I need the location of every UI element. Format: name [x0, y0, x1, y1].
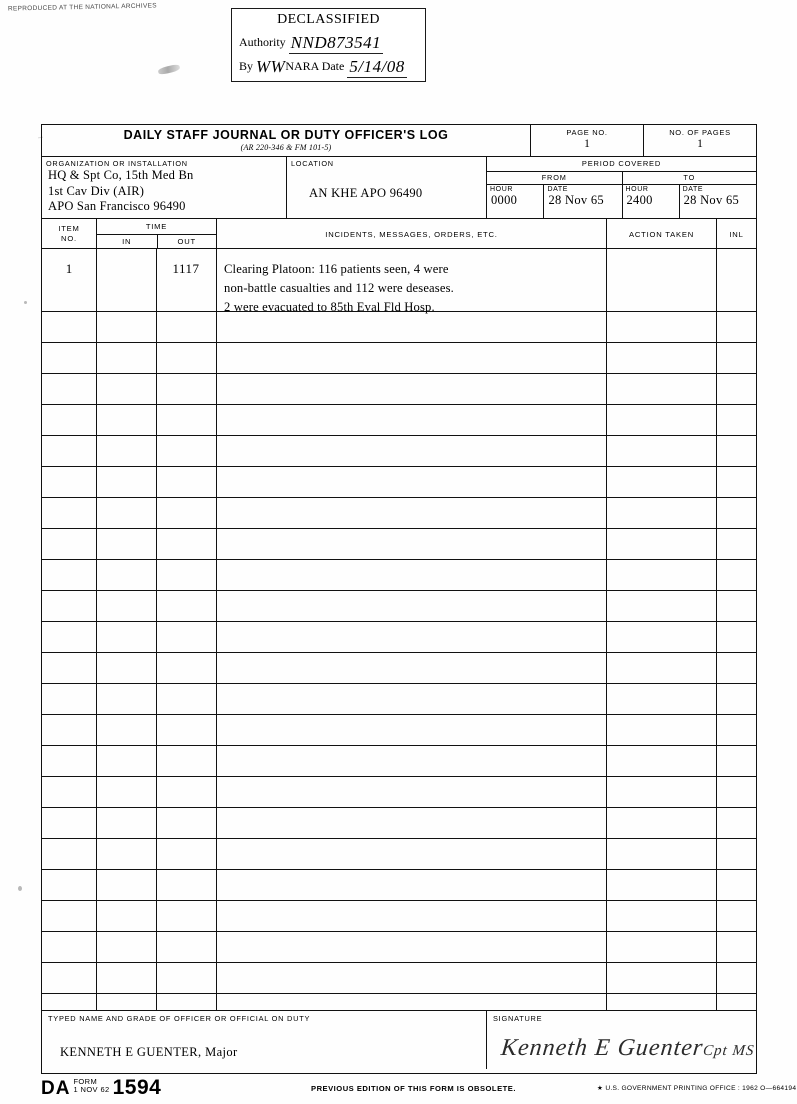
column-header-time-in [97, 235, 157, 248]
grid-row-line [42, 559, 756, 560]
declassified-title: DECLASSIFIED [277, 12, 380, 27]
grid-row-line [42, 776, 756, 777]
grid-row-line [42, 404, 756, 405]
authority-value: NND873541 [290, 33, 382, 52]
grid-row-line [42, 900, 756, 901]
column-header-action-taken [606, 219, 716, 248]
to-hour-date-split [623, 184, 757, 218]
grid-row-line [42, 373, 756, 374]
grid-vline-in-out [156, 249, 157, 1010]
time-out-label: OUT [177, 237, 196, 246]
page-no-cell [530, 125, 643, 156]
form-label-line2: 1 NOV 62 [73, 1085, 110, 1094]
handwritten-signature [500, 1035, 758, 1062]
form-label [73, 1078, 109, 1095]
grid-row-line [42, 435, 756, 436]
typed-name-cell [42, 1011, 486, 1069]
grid-row-line [42, 807, 756, 808]
incidents-label: INCIDENTS, MESSAGES, ORDERS, ETC. [325, 230, 498, 239]
grid-row-line [42, 590, 756, 591]
by-label: By [239, 59, 254, 73]
declassification-stamp-box [231, 8, 426, 82]
no-of-pages-label: NO. OF PAGES [669, 128, 731, 137]
grid-vline-action-inl [716, 249, 717, 1010]
item-no-label-line1: ITEM [58, 224, 80, 233]
page-no-value: 1 [584, 138, 590, 150]
authority-label: Authority [239, 35, 286, 49]
signature-script-text: Kenneth E Guenter [499, 1035, 705, 1061]
grid-row-line [42, 962, 756, 963]
page-no-label: PAGE NO. [566, 128, 608, 137]
organization-line-1: HQ & Spt Co, 15th Med Bn [48, 168, 194, 182]
ink-smudge [157, 63, 180, 75]
time-label: TIME [145, 222, 168, 231]
signature-band [42, 1011, 756, 1069]
paper-speck [18, 886, 22, 891]
table-row-item-no: 1 [65, 261, 73, 276]
no-of-pages-cell [643, 125, 756, 156]
column-header-time [96, 219, 216, 248]
column-header-incidents [216, 219, 606, 248]
daily-staff-journal-form [41, 124, 757, 1074]
location-value: AN KHE APO 96490 [309, 186, 423, 200]
column-header-time-out [157, 235, 217, 248]
from-hour-cell [487, 185, 543, 218]
form-number: 1594 [112, 1076, 162, 1099]
grid-row-line [42, 497, 756, 498]
to-label: TO [683, 173, 696, 182]
da-label: DA [41, 1078, 71, 1099]
action-taken-label: ACTION TAKEN [628, 230, 694, 239]
national-archives-stamp: REPRODUCED AT THE NATIONAL ARCHIVES [7, 2, 157, 13]
inl-label: INL [729, 230, 744, 239]
item-no-label-line2: NO. [61, 234, 77, 243]
to-date-cell [679, 185, 756, 218]
grid-row-line [42, 869, 756, 870]
form-label-line1: FORM [73, 1076, 98, 1086]
by-initials-value: WW [256, 57, 286, 76]
table-row-incident-line-1: Clearing Platoon: 116 patients seen, 4 were [224, 262, 449, 276]
from-hour-date-split [487, 184, 622, 218]
grid-vline-incidents-action [606, 249, 607, 1010]
grid-row-line [42, 714, 756, 715]
grid-row-line [42, 528, 756, 529]
to-date-value: 28 Nov 65 [683, 193, 740, 207]
column-header-item-no [42, 219, 96, 248]
location-cell [286, 157, 486, 218]
period-covered-cell [486, 157, 756, 218]
grid-row-line [42, 621, 756, 622]
from-date-label: DATE [547, 186, 569, 193]
form-regulation-subtitle: (AR 220-346 & FM 101-5) [240, 143, 332, 152]
form-footer [41, 1076, 797, 1102]
from-date-value: 28 Nov 65 [548, 193, 604, 207]
page-title: DAILY STAFF JOURNAL OR DUTY OFFICER'S LOG [123, 128, 449, 142]
time-subcolumns [97, 234, 216, 248]
organization-line-2: 1st Cav Div (AIR) [48, 183, 145, 198]
from-date-cell [543, 185, 621, 218]
declass-authority-row [239, 31, 425, 52]
from-hour-label: HOUR [490, 186, 514, 193]
date-label: Date [321, 59, 345, 73]
organization-label: ORGANIZATION OR INSTALLATION [46, 159, 188, 168]
organization-line-3: APO San Francisco 96490 [48, 199, 186, 213]
nara-label: NARA [285, 59, 319, 73]
grid-row-line [42, 342, 756, 343]
typed-name-value: KENNETH E GUENTER, Major [60, 1045, 238, 1059]
from-label: FROM [541, 173, 567, 182]
declass-by-row [239, 55, 425, 76]
grid-row-line [42, 993, 756, 994]
period-to-group [622, 172, 757, 218]
form-title-band [42, 125, 756, 157]
period-split [487, 171, 756, 218]
organization-cell [42, 157, 286, 218]
signature-cell [486, 1011, 756, 1069]
to-hour-cell [623, 185, 679, 218]
date-value: 5/14/08 [349, 57, 405, 76]
grid-row-line [42, 838, 756, 839]
no-of-pages-value: 1 [697, 138, 703, 150]
period-from-group [487, 172, 622, 218]
gpo-imprint: ★ U.S. GOVERNMENT PRINTING OFFICE : 1962 O—664194 [597, 1085, 797, 1092]
period-covered-label: PERIOD COVERED [581, 159, 662, 168]
grid-vline-item-time [96, 249, 97, 1010]
grid-row-line [42, 652, 756, 653]
time-in-label: IN [122, 237, 132, 246]
signature-label: SIGNATURE [493, 1014, 543, 1023]
to-hour-label: HOUR [625, 186, 649, 193]
signature-suffix: Cpt MS [702, 1043, 756, 1059]
grid-row-line [42, 745, 756, 746]
to-hour-value: 2400 [626, 193, 653, 207]
table-row-time-out: 1117 [172, 261, 200, 276]
grid-vline-time-incidents [216, 249, 217, 1010]
column-header-inl [716, 219, 756, 248]
grid-row-line [42, 466, 756, 467]
log-entries-grid [42, 249, 756, 1011]
da-form-identifier [41, 1076, 161, 1100]
form-info-band [42, 157, 756, 219]
table-column-headers [42, 219, 756, 249]
to-date-label: DATE [682, 186, 704, 193]
location-label: LOCATION [291, 159, 334, 168]
table-row-incident-line-3: 2 were evacuated to 85th Eval Fld Hosp. [224, 300, 435, 314]
paper-speck [24, 301, 27, 304]
from-hour-value: 0000 [491, 193, 518, 207]
grid-row-line [42, 683, 756, 684]
typed-name-label: TYPED NAME AND GRADE OF OFFICER OR OFFICIAL ON DUTY [48, 1014, 311, 1023]
table-row-incident-line-2: non-battle casualties and 112 were deseases. [224, 281, 454, 295]
grid-row-line [42, 931, 756, 932]
previous-edition-notice: PREVIOUS EDITION OF THIS FORM IS OBSOLETE. [311, 1084, 516, 1093]
